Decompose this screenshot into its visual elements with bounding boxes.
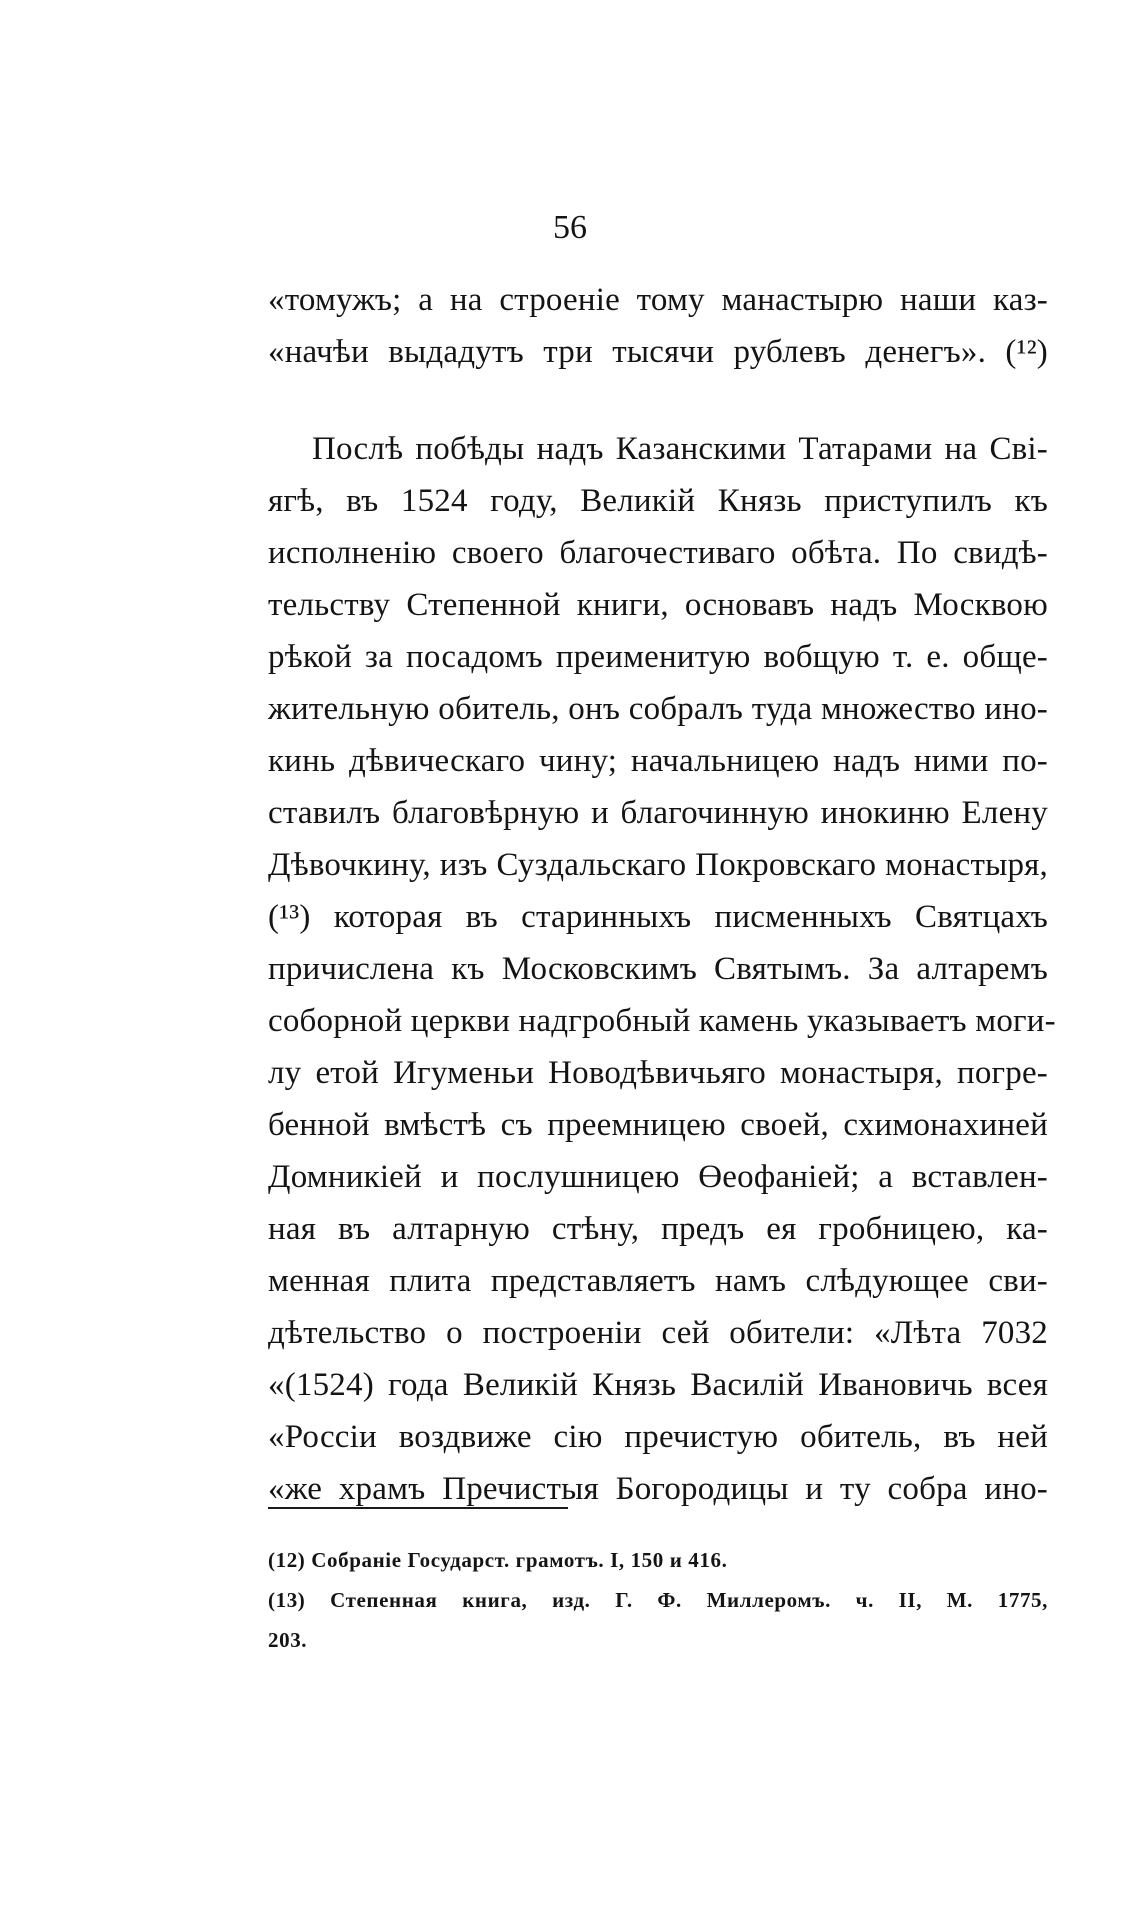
text-line: «Россіи воздвиже сію пречистую обитель, въ ней — [268, 1419, 1048, 1455]
text-line: соборной церкви надгробный камень указываетъ моги- — [268, 1003, 1056, 1039]
page-number: 56 — [553, 209, 587, 246]
text-line: рѣкой за посадомъ преименитую вобщую т. е. обще- — [268, 639, 1048, 675]
text-line: «томужъ; а на строеніе тому манастырю наши каз- — [268, 282, 1048, 318]
text-line: кинь дѣвическаго чину; начальницею надъ ними по- — [268, 743, 1048, 779]
opening-lines — [268, 274, 1048, 378]
text-line: ягѣ, въ 1524 году, Великій Князь приступилъ къ — [268, 483, 1048, 519]
text-line: причислена къ Московскимъ Святымъ. За алтаремъ — [268, 951, 1048, 987]
text-line: ная въ алтарную стѣну, предъ ея гробницею, ка- — [268, 1211, 1048, 1247]
text-line: Дѣвочкину, изъ Суздальскаго Покровскаго монастыря, — [268, 847, 1048, 883]
text-line: тельству Степенной книги, основавъ надъ Москвою — [268, 587, 1048, 623]
main-paragraph — [268, 423, 1056, 1515]
footnote-13-continuation: 203. — [268, 1628, 308, 1652]
footnote-divider — [268, 1507, 568, 1509]
text-line: «же храмъ Пречистыя Богородицы и ту собра ино- — [268, 1471, 1048, 1507]
text-line: жительную обитель, онъ собралъ туда множество ино- — [268, 691, 1048, 727]
text-line: лу етой Игуменьи Новодѣвичьяго монастыря, погре- — [268, 1055, 1048, 1091]
footnotes — [268, 1540, 1048, 1660]
text-line: исполненію своего благочестиваго обѣта. По свидѣ- — [268, 535, 1048, 571]
text-line: (¹³) которая въ старинныхъ писменныхъ Святцахъ — [268, 899, 1048, 935]
text-line: бенной вмѣстѣ съ преемницею своей, схимонахиней — [268, 1107, 1048, 1143]
text-line: Домникіей и послушницею Өеофаніей; а вставлен- — [268, 1159, 1048, 1195]
text-line: менная плита представляетъ намъ слѣдующее сви- — [268, 1263, 1048, 1299]
text-line: дѣтельство о построеніи сей обители: «Лѣта 7032 — [268, 1315, 1048, 1351]
text-line: ставилъ благовѣрную и благочинную инокиню Елену — [268, 795, 1048, 831]
footnote-13: (13) Степенная книга, изд. Г. Ф. Миллеромъ. ч. II, М. 1775, — [268, 1588, 1048, 1612]
text-line: Послѣ побѣды надъ Казанскими Татарами на Сві- — [312, 431, 1048, 467]
text-line: «начѣи выдадутъ три тысячи рублевъ денегъ». (¹²) — [268, 334, 1048, 370]
text-line: «(1524) года Великій Князь Василій Ивановичь всея — [268, 1367, 1048, 1403]
footnote-12: (12) Собраніе Государст. грамотъ. I, 150 и 416. — [268, 1548, 728, 1572]
